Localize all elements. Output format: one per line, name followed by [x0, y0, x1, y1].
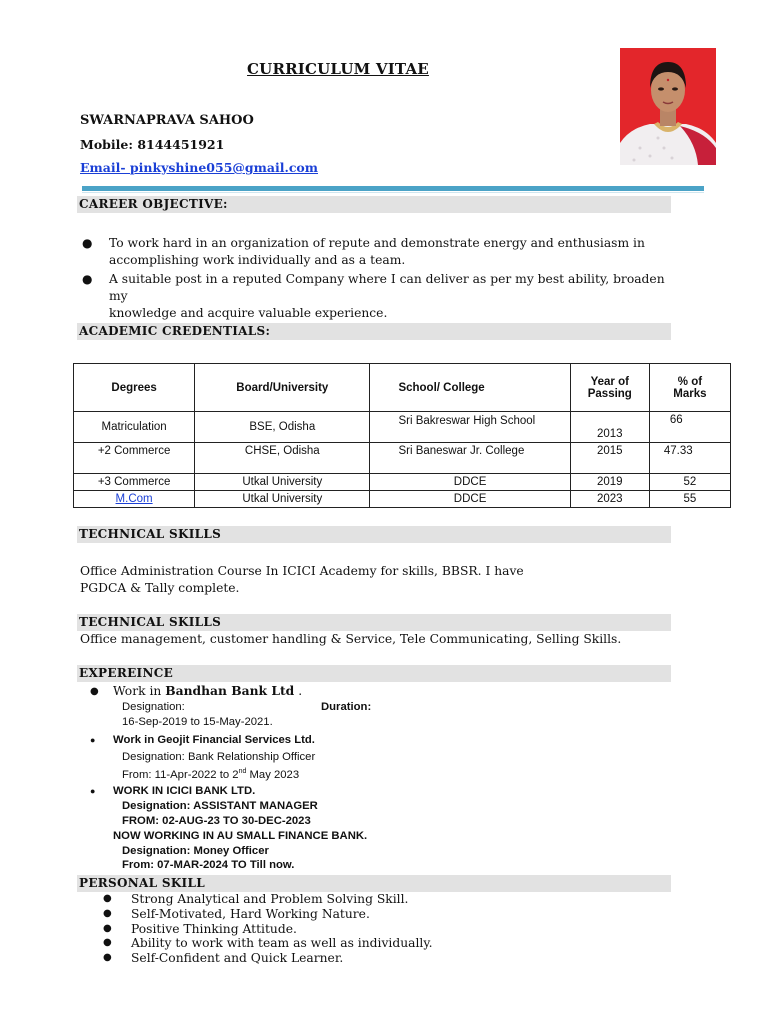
job2-title — [90, 734, 315, 746]
cell-year: 2015 — [570, 443, 649, 474]
job3-designation: Designation: ASSISTANT MANAGER — [122, 800, 318, 812]
list-item — [80, 235, 680, 269]
job2-title-text: Work in Geojit Financial Services Ltd. — [113, 734, 315, 746]
technical-skills-text — [80, 563, 524, 597]
experience-heading: EXPEREINCE — [77, 665, 671, 682]
personal-skill-list — [103, 892, 663, 966]
job1-company: Bandhan Bank Ltd — [165, 683, 295, 698]
skill-text: Strong Analytical and Problem Solving Skill. — [131, 892, 409, 906]
col-year-line1: Year of — [590, 375, 629, 388]
col-school: School/ College — [370, 364, 570, 412]
candidate-name: SWARNAPRAVA SAHOO — [80, 113, 254, 128]
col-year-line2: Passing — [587, 387, 632, 400]
job2-sup: nd — [238, 768, 247, 775]
bullet-icon: ● — [103, 937, 112, 949]
cell-degree: +3 Commerce — [74, 474, 195, 491]
col-degrees: Degrees — [74, 364, 195, 412]
technical-skills-line: Office Administration Course In ICICI Academy for skills, BBSR. I have — [80, 564, 524, 578]
portrait-illustration — [620, 48, 716, 165]
cell-degree: Matriculation — [74, 412, 195, 443]
career-objective-list — [80, 235, 680, 322]
col-board: Board/University — [195, 364, 370, 412]
skill-text: Ability to work with team as well as individually. — [131, 936, 433, 951]
col-marks-line1: % of — [677, 375, 703, 388]
mobile-number: Mobile: 8144451921 — [80, 137, 225, 152]
cell-marks: 47.33 — [649, 443, 730, 474]
job1-prefix: Work in — [113, 684, 166, 698]
col-marks-line2: Marks — [673, 387, 707, 400]
list-item — [80, 271, 680, 322]
col-marks — [649, 364, 730, 412]
objective-line: knowledge and acquire valuable experience. — [109, 306, 388, 320]
cell-school: Sri Bakreswar High School — [370, 412, 570, 443]
skill-text: Positive Thinking Attitude. — [131, 921, 297, 936]
job1-designation: Designation: — [122, 701, 185, 713]
job2-dates — [122, 768, 299, 781]
table-row — [74, 491, 731, 508]
technical-skills-heading-2: TECHNICAL SKILLS — [77, 614, 671, 631]
technical-skills-text-2: Office management, customer handling & Service, Tele Communicating, Selling Skills. — [80, 632, 622, 646]
bullet-icon: ● — [82, 236, 93, 250]
bullet-icon: ● — [90, 786, 96, 796]
bullet-icon: ● — [103, 922, 112, 934]
academic-heading: ACADEMIC CREDENTIALS: — [77, 323, 671, 340]
job1-dates: 16-Sep-2019 to 15-May-2021. — [122, 716, 273, 728]
job4-designation: Designation: Money Officer — [122, 845, 269, 857]
bullet-icon: ● — [90, 735, 96, 745]
col-year — [570, 364, 649, 412]
table-row — [74, 443, 731, 474]
technical-skills-heading: TECHNICAL SKILLS — [77, 526, 671, 543]
personal-skill-heading: PERSONAL SKILL — [77, 875, 671, 892]
job1-duration: Duration: — [321, 701, 372, 713]
technical-skills-line: PGDCA & Tally complete. — [80, 581, 240, 595]
list-item — [103, 922, 663, 937]
job3-dates: FROM: 02-AUG-23 TO 30-DEC-2023 — [122, 815, 311, 827]
job3-title-text: WORK IN ICICI BANK LTD. — [113, 785, 256, 797]
cell-year: 2023 — [570, 491, 649, 508]
job3-title — [90, 785, 255, 797]
objective-line: accomplishing work individually and as a team. — [109, 253, 406, 267]
cell-marks: 66 — [649, 412, 730, 443]
job2-to: May 2023 — [246, 768, 300, 781]
objective-line: To work hard in an organization of repute and demonstrate energy and enthusiasm in — [109, 236, 645, 250]
job2-designation: Designation: Bank Relationship Officer — [122, 751, 316, 763]
document-title: CURRICULUM VITAE — [247, 60, 429, 78]
cell-marks: 55 — [649, 491, 730, 508]
header-divider-shadow — [82, 192, 704, 193]
header-divider — [82, 186, 704, 191]
table-header-row — [74, 364, 731, 412]
cell-school: DDCE — [370, 474, 570, 491]
academic-table — [73, 363, 731, 508]
cell-board: Utkal University — [195, 491, 370, 508]
cell-board: Utkal University — [195, 474, 370, 491]
job1-title — [90, 682, 302, 700]
table-row — [74, 474, 731, 491]
list-item — [103, 951, 663, 966]
objective-line: A suitable post in a reputed Company where I can deliver as per my best ability, broaden my — [109, 272, 665, 303]
cell-year: 2019 — [570, 474, 649, 491]
career-objective-heading: CAREER OBJECTIVE: — [77, 196, 671, 213]
email-link[interactable]: Email- pinkyshine055@gmail.com — [80, 160, 318, 175]
job4-dates: From: 07-MAR-2024 TO Till now. — [122, 859, 295, 871]
bullet-icon: ● — [90, 686, 99, 697]
cell-school: DDCE — [370, 491, 570, 508]
bullet-icon: ● — [82, 272, 93, 286]
bullet-icon: ● — [103, 893, 112, 904]
cell-board: CHSE, Odisha — [195, 443, 370, 474]
table-row — [74, 412, 731, 443]
cell-degree: +2 Commerce — [74, 443, 195, 474]
job4-title: NOW WORKING IN AU SMALL FINANCE BANK. — [113, 830, 368, 842]
job2-from: From: 11-Apr-2022 to 2 — [122, 768, 239, 781]
job1-suffix: . — [294, 684, 303, 698]
list-item — [103, 892, 663, 907]
cell-year: 2013 — [570, 412, 649, 443]
cell-marks: 52 — [649, 474, 730, 491]
list-item — [103, 936, 663, 951]
profile-photo — [620, 48, 716, 165]
cell-board: BSE, Odisha — [195, 412, 370, 443]
bullet-icon: ● — [103, 907, 112, 919]
skill-text: Self-Confident and Quick Learner. — [131, 951, 344, 966]
list-item — [103, 907, 663, 922]
skill-text: Self-Motivated, Hard Working Nature. — [131, 906, 370, 921]
cell-degree-link[interactable]: M.Com — [74, 491, 195, 508]
cell-school: Sri Baneswar Jr. College — [370, 443, 570, 474]
bullet-icon: ● — [103, 952, 112, 964]
